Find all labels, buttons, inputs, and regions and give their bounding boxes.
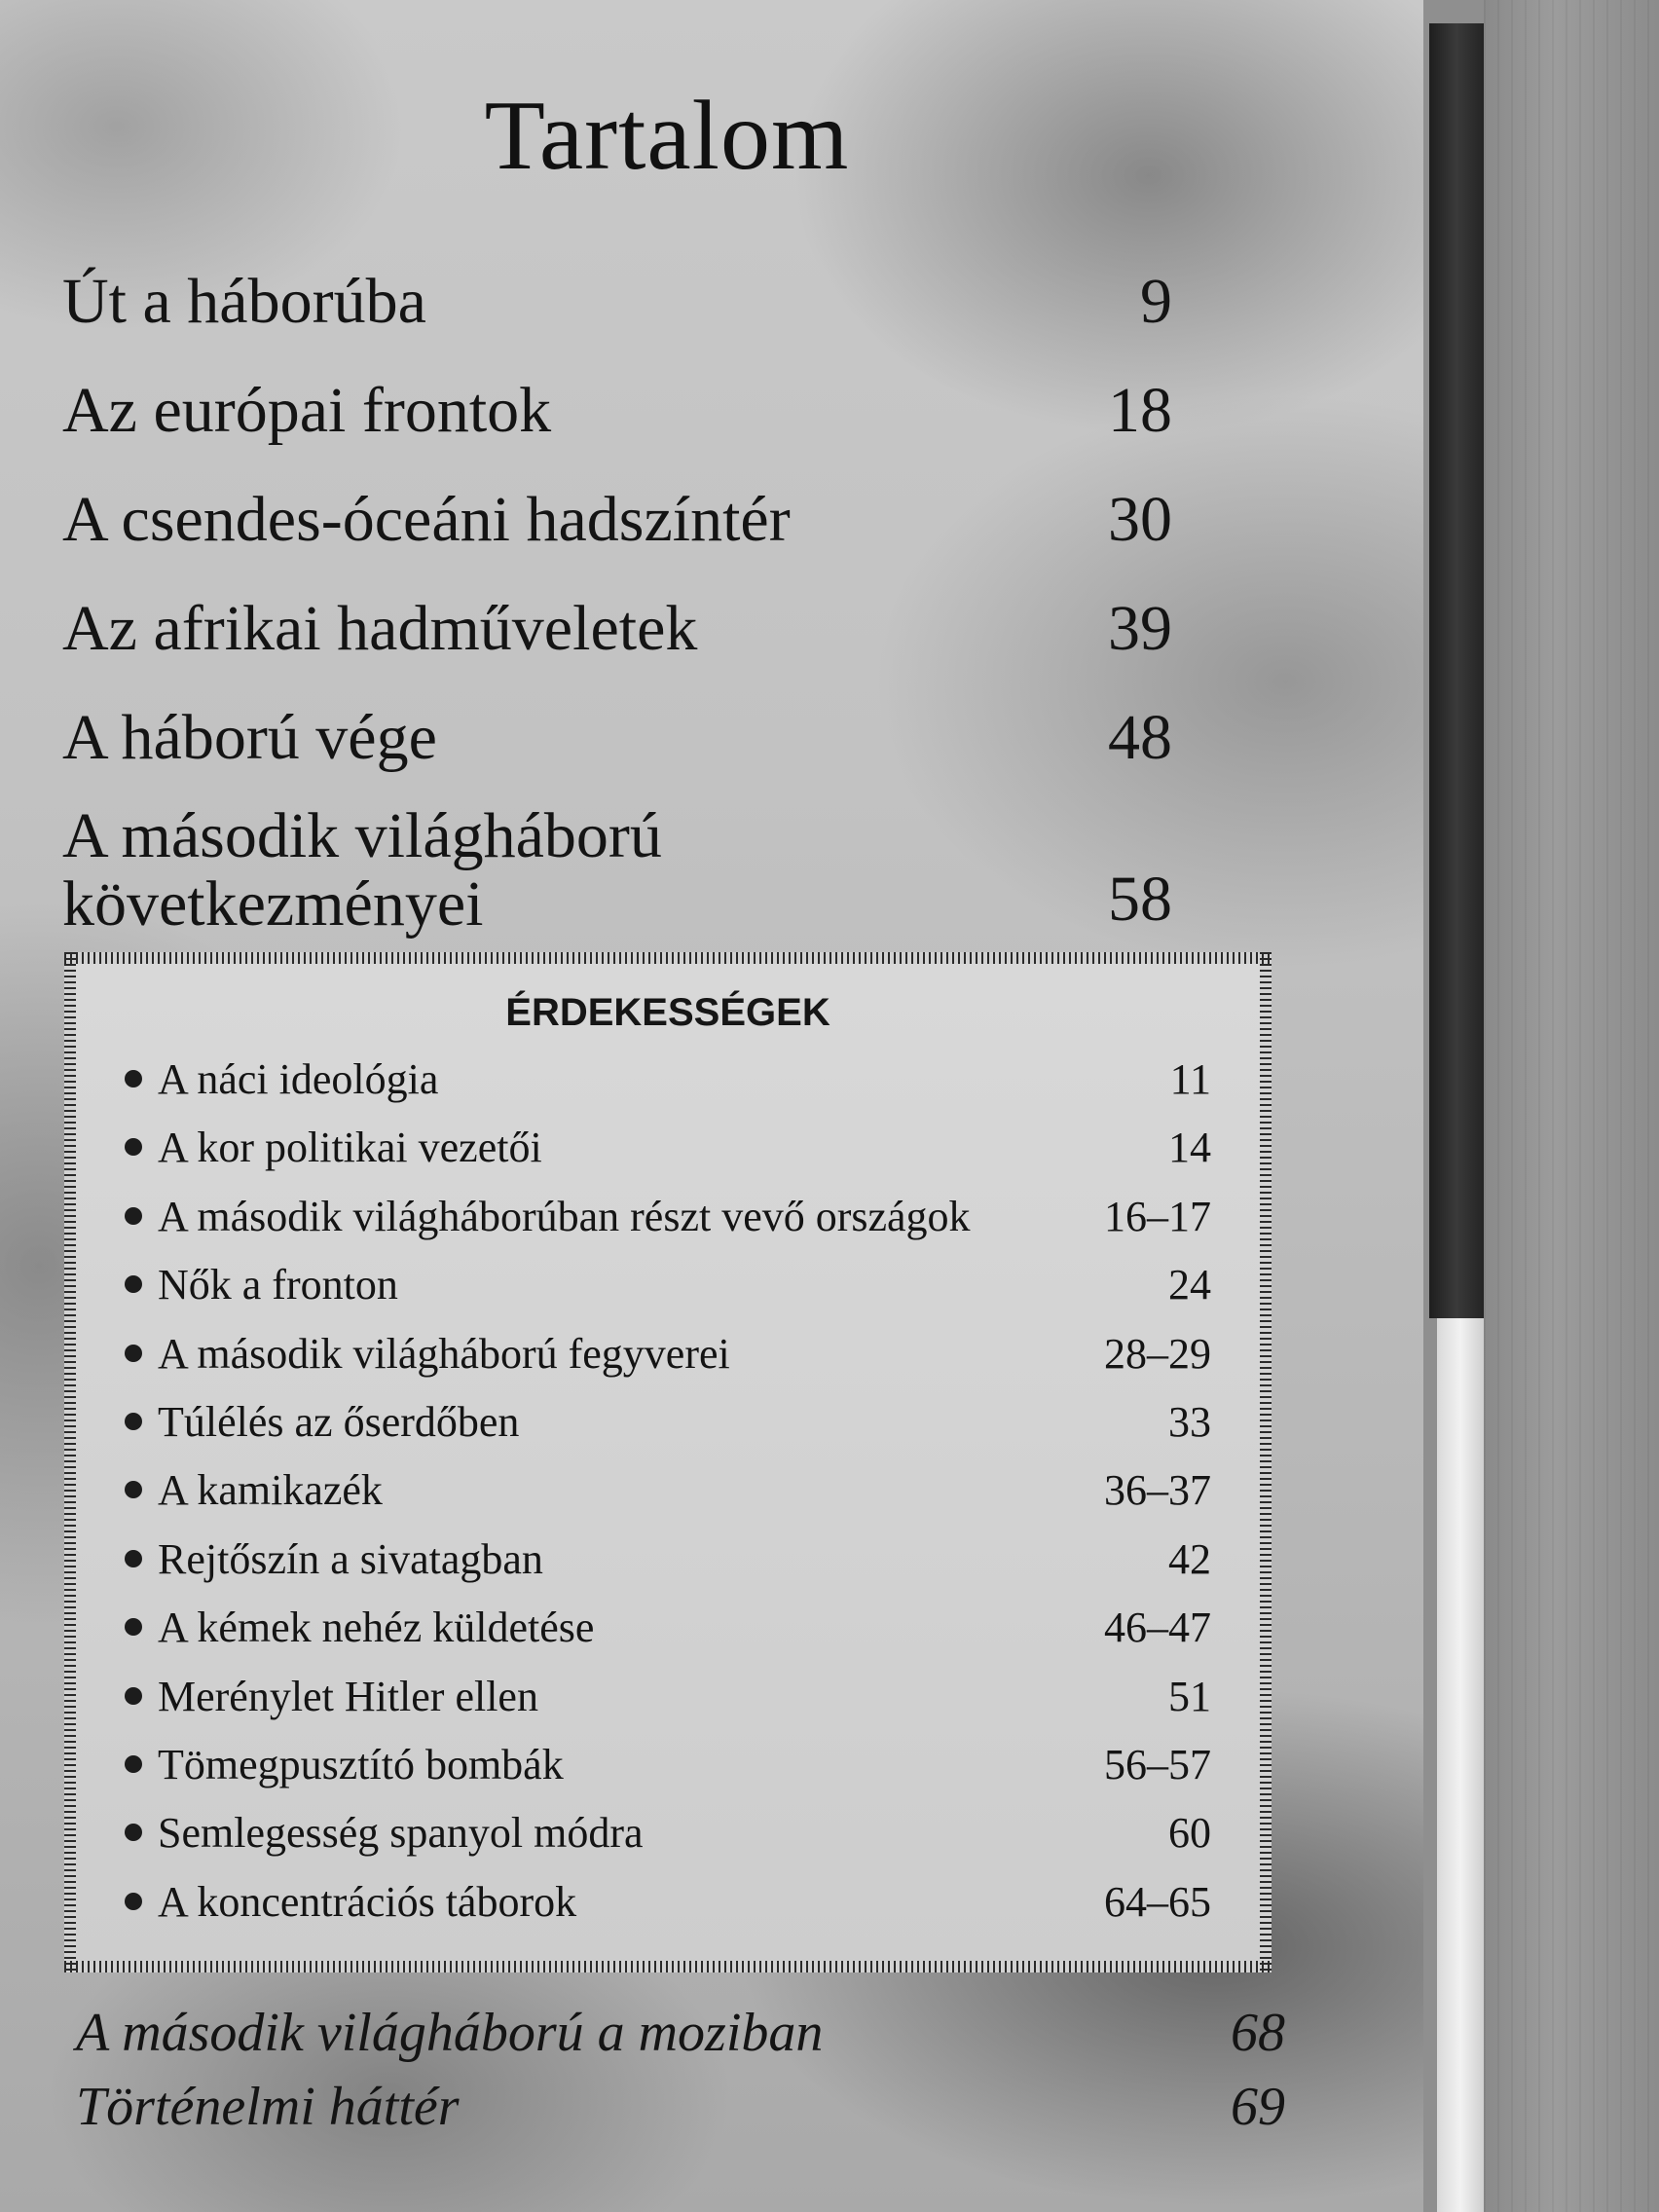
appendix-list xyxy=(76,1996,1285,2144)
highlights-heading: ÉRDEKESSÉGEK xyxy=(505,991,830,1034)
toc-entry xyxy=(62,341,1172,450)
background-surface xyxy=(1484,0,1659,2212)
bullet-icon xyxy=(125,1275,142,1293)
table-of-contents xyxy=(62,232,1172,939)
toc-entry-page: 39 xyxy=(1108,593,1172,664)
highlight-item-page: 51 xyxy=(1168,1672,1211,1720)
page-title: Tartalom xyxy=(484,81,850,191)
bullet-icon xyxy=(125,1687,142,1705)
highlight-item-page: 14 xyxy=(1168,1124,1211,1172)
highlight-item-page: 16–17 xyxy=(1104,1192,1211,1240)
highlights-list xyxy=(125,1046,1211,1936)
highlight-item-page: 42 xyxy=(1168,1534,1211,1583)
appendix-entry xyxy=(76,1996,1285,2070)
highlight-item-left xyxy=(125,1456,383,1525)
highlight-item-title: Nők a fronton xyxy=(158,1261,398,1309)
highlight-item xyxy=(125,1046,1211,1114)
highlight-item xyxy=(125,1868,1211,1936)
toc-entry-page: 9 xyxy=(1140,266,1172,337)
toc-entry xyxy=(62,559,1172,668)
highlight-item xyxy=(125,1594,1211,1662)
toc-entry-page: 30 xyxy=(1108,484,1172,555)
highlight-item-left xyxy=(125,1046,438,1114)
highlight-item xyxy=(125,1251,1211,1319)
bullet-icon xyxy=(125,1138,142,1156)
highlight-item-left xyxy=(125,1663,538,1731)
highlight-item-page: 46–47 xyxy=(1104,1604,1211,1652)
highlight-item-left xyxy=(125,1251,398,1319)
appendix-entry-title: A második világháború a moziban xyxy=(76,2003,824,2063)
highlight-item-title: A második világháborúban részt vevő országok xyxy=(158,1192,971,1240)
bullet-icon xyxy=(125,1070,142,1088)
highlight-item xyxy=(125,1799,1211,1867)
bullet-icon xyxy=(125,1481,142,1498)
toc-entry-title: Út a háborúba xyxy=(62,266,426,337)
highlight-item-page: 64–65 xyxy=(1104,1877,1211,1926)
highlight-item xyxy=(125,1663,1211,1731)
toc-entry-title: Az európai frontok xyxy=(62,375,552,446)
highlight-item-title: A náci ideológia xyxy=(158,1055,439,1103)
highlight-item-title: A koncentrációs táborok xyxy=(158,1877,577,1926)
highlights-box xyxy=(64,952,1272,1972)
highlight-item-page: 28–29 xyxy=(1104,1329,1211,1378)
highlight-item-page: 33 xyxy=(1168,1397,1211,1446)
highlight-item-title: Semlegesség spanyol módra xyxy=(158,1809,644,1858)
toc-entry-page: 18 xyxy=(1108,375,1172,446)
toc-entry-page: 58 xyxy=(1108,864,1172,935)
highlight-item-left xyxy=(125,1388,519,1456)
appendix-entry-page: 69 xyxy=(1231,2077,1285,2137)
highlight-item-left xyxy=(125,1799,644,1867)
highlight-item xyxy=(125,1731,1211,1799)
highlight-item-left xyxy=(125,1594,594,1662)
toc-entry xyxy=(62,232,1172,341)
highlight-item-left xyxy=(125,1526,543,1594)
highlight-item xyxy=(125,1320,1211,1388)
toc-entry xyxy=(62,450,1172,559)
highlight-item-page: 60 xyxy=(1168,1809,1211,1858)
highlight-item-left xyxy=(125,1320,730,1388)
highlight-item-title: A második világháború fegyverei xyxy=(158,1329,730,1378)
highlight-item xyxy=(125,1388,1211,1456)
toc-entry-title: A háború vége xyxy=(62,702,437,773)
highlight-item-left xyxy=(125,1868,576,1936)
highlight-item-page: 36–37 xyxy=(1104,1466,1211,1515)
toc-entry-title: A második világháború következményei xyxy=(62,800,662,940)
highlight-item-title: Túlélés az őserdőben xyxy=(158,1397,520,1446)
highlight-item-title: A kamikazék xyxy=(158,1466,383,1515)
bullet-icon xyxy=(125,1345,142,1362)
bullet-icon xyxy=(125,1893,142,1910)
highlight-item xyxy=(125,1456,1211,1525)
highlight-item-page: 24 xyxy=(1168,1261,1211,1309)
highlights-box-inner xyxy=(76,964,1260,1961)
book-spine-dark xyxy=(1429,23,1484,1318)
toc-entry-title: Az afrikai hadműveletek xyxy=(62,593,698,664)
appendix-entry xyxy=(76,2070,1285,2144)
highlight-item-title: Tömegpusztító bombák xyxy=(158,1740,564,1788)
highlight-item-title: Rejtőszín a sivatagban xyxy=(158,1534,543,1583)
bullet-icon xyxy=(125,1618,142,1636)
highlight-item xyxy=(125,1183,1211,1251)
bullet-icon xyxy=(125,1413,142,1430)
highlight-item-left xyxy=(125,1114,542,1182)
bullet-icon xyxy=(125,1824,142,1841)
highlight-item-title: A kémek nehéz küldetése xyxy=(158,1604,595,1652)
highlight-item-page: 11 xyxy=(1169,1055,1211,1103)
highlight-item-left xyxy=(125,1731,564,1799)
toc-entry-title: A csendes-óceáni hadszíntér xyxy=(62,484,791,555)
bullet-icon xyxy=(125,1755,142,1773)
bullet-icon xyxy=(125,1207,142,1225)
appendix-entry-title: Történelmi háttér xyxy=(76,2077,460,2137)
book-spine-light xyxy=(1437,1318,1484,2212)
highlight-item-page: 56–57 xyxy=(1104,1740,1211,1788)
highlight-item xyxy=(125,1526,1211,1594)
toc-entry xyxy=(62,668,1172,777)
highlight-item-left xyxy=(125,1183,971,1251)
highlight-item xyxy=(125,1114,1211,1182)
toc-entry xyxy=(62,783,1172,939)
highlight-item-title: Merénylet Hitler ellen xyxy=(158,1672,538,1720)
highlight-item-title: A kor politikai vezetői xyxy=(158,1124,542,1172)
bullet-icon xyxy=(125,1550,142,1567)
toc-entry-page: 48 xyxy=(1108,702,1172,773)
appendix-entry-page: 68 xyxy=(1231,2003,1285,2063)
